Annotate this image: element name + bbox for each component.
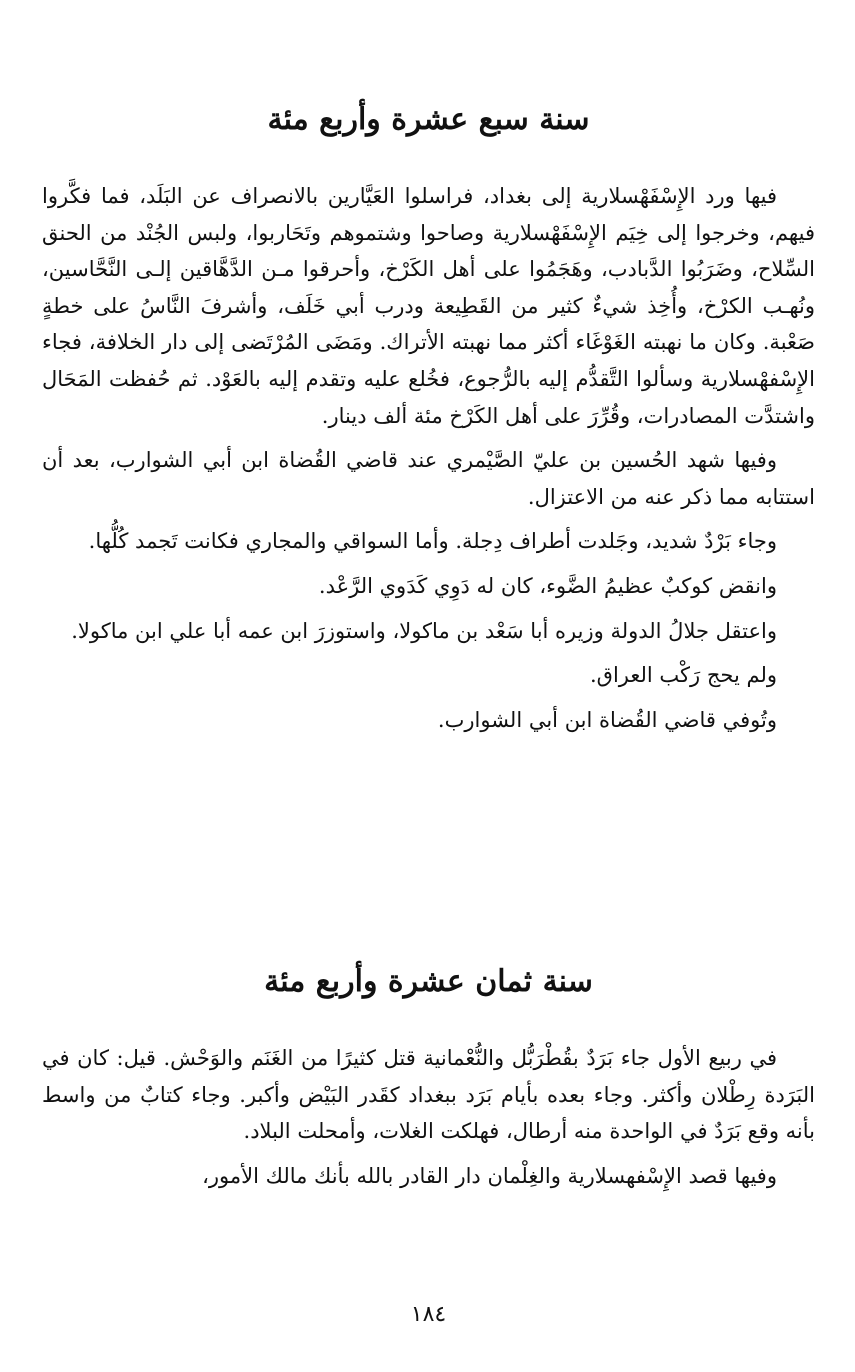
section-title: سنة سبع عشرة وأربع مئة — [267, 102, 590, 137]
paragraph: وتُوفي قاضي القُضاة ابن أبي الشوارب. — [437, 707, 777, 732]
paragraph: ولم يحج رَكْب العراق. — [589, 663, 777, 688]
paragraph: وفيها شهد الحُسين بن عليّ الصَّيْمري عند قاضي القُضاة ابن أبي الشوارب، بعد أن استتابه مما ذكر عنه من الاعتزال. — [42, 448, 815, 509]
paragraph: وانقض كوكبٌ عظيمُ الضَّوء، كان له دَوِي كَدَوي الرَّعْد. — [318, 573, 777, 598]
section-body — [42, 1040, 815, 1202]
paragraph: فيها ورد الإِسْفَهْسلارية إلى بغداد، فراسلوا العَيَّارين بالانصراف عن البَلَد، فما فكَّروا فيهم، وخرجوا إلى خِيَم الإِسْفَهْسلارية وصاحوا وشتموهم وتَحَاربوا، ولبس الجُنْد من الحنق السِّلاح، وضَرَبُوا الدَّبادب، وهَجَمُوا على أهل الكَرْخ، وأحرقوا مـن الدَّهَّاقين إلـى النَّحَّاسين، ونُهـب الكرْخ، وأُخِذ شيءٌ كثير من القَطِيعة ودرب أبي خَلَف، وأشرفَ النَّاسُ على خطةٍ صَعْبة. وكان ما نهبته الغَوْغَاء أكثر مما نهبته الأتراك. ومَضَى المُرْتَضى إلى دار الخلافة، فجاء الإِسْفهْسلارية وسألوا التَّقدُّم إليه بالرُّجوع، فخُلع عليه وتقدم إليه بالعَوْد. ثم حُفظت المَحَال واشتدَّت المصادرات، وقُرِّرَ على أهل الكَرْخ مئة ألف دينار. — [42, 184, 815, 428]
section-body — [42, 178, 815, 746]
document-page — [42, 0, 815, 1372]
paragraph: في ربيع الأول جاء بَرَدٌ بقُطْرَبُّل والنُّعْمانية قتل كثيرًا من الغَنَم والوَحْش. قيل: كان في البَرَدة رِطْلان وأكثر. وجاء بعده بأيام بَرَد ببغداد كقَدر البَيْض وأكبر. وجاء كتابٌ من واسط بأنه وقع بَرَدٌ في الواحدة منه أرطال، فهلكت الغلات، وأمحلت البلاد. — [42, 1046, 815, 1144]
page-number: ١٨٤ — [410, 1302, 447, 1327]
section-title: سنة ثمان عشرة وأربع مئة — [264, 964, 593, 999]
paragraph: وفيها قصد الإِسْفهسلارية والغِلْمان دار القادر بالله بأنك مالك الأمور، — [202, 1163, 777, 1188]
paragraph: واعتقل جلالُ الدولة وزيره أبا سَعْد بن ماكولا، واستوزرَ ابن عمه أبا علي ابن ماكولا. — [71, 618, 777, 643]
paragraph: وجاء بَرْدٌ شديد، وجَلدت أطراف دِجلة. وأما السواقي والمجاري فكانت تَجمد كُلُّها. — [88, 529, 777, 554]
